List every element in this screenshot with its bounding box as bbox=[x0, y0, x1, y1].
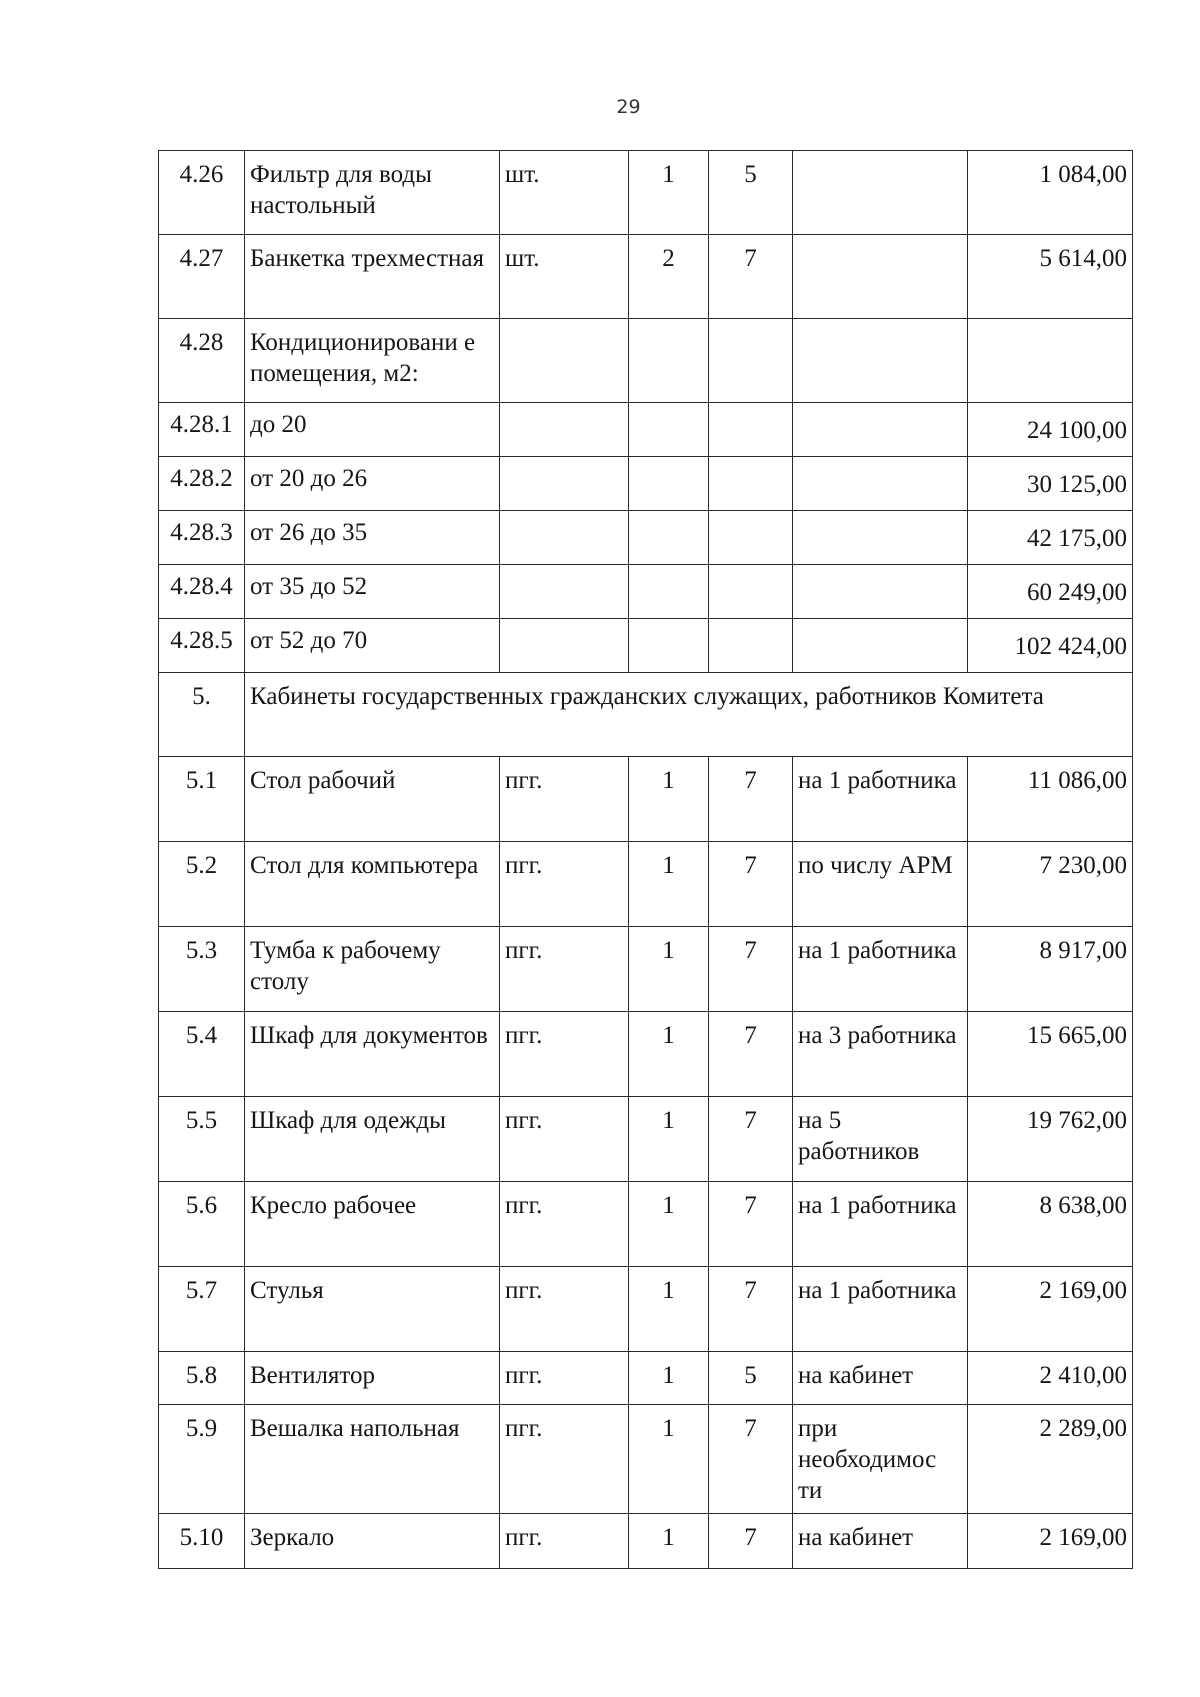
item-quantity bbox=[629, 619, 709, 673]
item-quantity: 1 bbox=[629, 1267, 709, 1352]
item-service-life bbox=[709, 511, 793, 565]
item-service-life bbox=[709, 457, 793, 511]
item-unit bbox=[500, 457, 629, 511]
item-number: 4.28.2 bbox=[159, 457, 245, 511]
item-note: по числу АРМ bbox=[793, 842, 968, 927]
item-number: 5.8 bbox=[159, 1352, 245, 1405]
item-unit: пгг. bbox=[500, 1267, 629, 1352]
item-number: 4.28.4 bbox=[159, 565, 245, 619]
item-service-life bbox=[709, 319, 793, 403]
item-name: Кресло рабочее bbox=[245, 1182, 500, 1267]
item-name: Фильтр для воды настольный bbox=[245, 151, 500, 235]
item-unit: пгг. bbox=[500, 927, 629, 1012]
item-quantity: 1 bbox=[629, 151, 709, 235]
item-note bbox=[793, 619, 968, 673]
table-row bbox=[159, 1352, 1133, 1405]
item-price: 8 638,00 bbox=[968, 1182, 1133, 1267]
item-number: 5.9 bbox=[159, 1405, 245, 1514]
item-note bbox=[793, 151, 968, 235]
item-quantity bbox=[629, 403, 709, 457]
item-number: 4.28 bbox=[159, 319, 245, 403]
item-number: 5.6 bbox=[159, 1182, 245, 1267]
item-service-life: 7 bbox=[709, 927, 793, 1012]
item-price: 19 762,00 bbox=[968, 1097, 1133, 1182]
item-note bbox=[793, 565, 968, 619]
item-quantity: 1 bbox=[629, 1352, 709, 1405]
section-title: Кабинеты государственных гражданских служащих, работников Комитета bbox=[245, 673, 1133, 757]
item-name: Зеркало bbox=[245, 1514, 500, 1569]
item-unit bbox=[500, 403, 629, 457]
item-service-life: 7 bbox=[709, 235, 793, 319]
item-number: 5.3 bbox=[159, 927, 245, 1012]
section-number: 5. bbox=[159, 673, 245, 757]
item-note bbox=[793, 235, 968, 319]
page-number: 29 bbox=[616, 96, 641, 118]
table-row bbox=[159, 842, 1133, 927]
item-note: на 1 работника bbox=[793, 1182, 968, 1267]
item-note bbox=[793, 319, 968, 403]
item-service-life bbox=[709, 565, 793, 619]
item-number: 5.10 bbox=[159, 1514, 245, 1569]
table-row bbox=[159, 1097, 1133, 1182]
item-quantity: 1 bbox=[629, 842, 709, 927]
item-number: 4.26 bbox=[159, 151, 245, 235]
item-name: Тумба к рабочему столу bbox=[245, 927, 500, 1012]
item-note: на 5 работников bbox=[793, 1097, 968, 1182]
item-quantity: 1 bbox=[629, 1514, 709, 1569]
table-row bbox=[159, 319, 1133, 403]
item-note: на 1 работника bbox=[793, 757, 968, 842]
item-unit: пгг. bbox=[500, 1405, 629, 1514]
item-quantity: 1 bbox=[629, 1012, 709, 1097]
table-row bbox=[159, 1182, 1133, 1267]
table-row bbox=[159, 457, 1133, 511]
table-row bbox=[159, 151, 1133, 235]
item-unit: пгг. bbox=[500, 1097, 629, 1182]
item-unit: пгг. bbox=[500, 1514, 629, 1569]
table-row bbox=[159, 235, 1133, 319]
item-price: 24 100,00 bbox=[968, 403, 1133, 457]
item-note: на 3 работника bbox=[793, 1012, 968, 1097]
item-name: до 20 bbox=[245, 403, 500, 457]
table-row bbox=[159, 565, 1133, 619]
item-name: Стулья bbox=[245, 1267, 500, 1352]
item-quantity: 1 bbox=[629, 1097, 709, 1182]
item-price: 60 249,00 bbox=[968, 565, 1133, 619]
table-row bbox=[159, 927, 1133, 1012]
item-name: Шкаф для одежды bbox=[245, 1097, 500, 1182]
item-quantity bbox=[629, 457, 709, 511]
item-service-life: 7 bbox=[709, 1514, 793, 1569]
item-price: 1 084,00 bbox=[968, 151, 1133, 235]
item-unit: пгг. bbox=[500, 1352, 629, 1405]
item-unit: пгг. bbox=[500, 757, 629, 842]
item-note bbox=[793, 457, 968, 511]
item-note: при необходимос ти bbox=[793, 1405, 968, 1514]
item-price: 42 175,00 bbox=[968, 511, 1133, 565]
item-number: 5.4 bbox=[159, 1012, 245, 1097]
item-name: Стол для компьютера bbox=[245, 842, 500, 927]
item-service-life: 7 bbox=[709, 1097, 793, 1182]
item-price bbox=[968, 319, 1133, 403]
item-name: от 35 до 52 bbox=[245, 565, 500, 619]
item-number: 4.27 bbox=[159, 235, 245, 319]
section-header-row bbox=[159, 673, 1133, 757]
item-number: 4.28.1 bbox=[159, 403, 245, 457]
item-service-life: 7 bbox=[709, 1267, 793, 1352]
table-row bbox=[159, 403, 1133, 457]
item-unit bbox=[500, 511, 629, 565]
item-service-life: 7 bbox=[709, 1405, 793, 1514]
table-row bbox=[159, 511, 1133, 565]
item-service-life: 7 bbox=[709, 1012, 793, 1097]
item-name: от 52 до 70 bbox=[245, 619, 500, 673]
item-unit: пгг. bbox=[500, 842, 629, 927]
item-unit: шт. bbox=[500, 235, 629, 319]
item-service-life: 5 bbox=[709, 1352, 793, 1405]
item-name: от 20 до 26 bbox=[245, 457, 500, 511]
norms-table bbox=[158, 150, 1133, 1569]
item-note: на 1 работника bbox=[793, 927, 968, 1012]
item-unit bbox=[500, 619, 629, 673]
table-row bbox=[159, 757, 1133, 842]
item-quantity bbox=[629, 319, 709, 403]
item-price: 2 169,00 bbox=[968, 1267, 1133, 1352]
item-price: 15 665,00 bbox=[968, 1012, 1133, 1097]
item-quantity bbox=[629, 511, 709, 565]
item-price: 2 410,00 bbox=[968, 1352, 1133, 1405]
item-price: 7 230,00 bbox=[968, 842, 1133, 927]
item-number: 4.28.3 bbox=[159, 511, 245, 565]
item-note: на кабинет bbox=[793, 1514, 968, 1569]
table-row bbox=[159, 1405, 1133, 1514]
item-name: Вентилятор bbox=[245, 1352, 500, 1405]
item-unit bbox=[500, 565, 629, 619]
item-service-life: 5 bbox=[709, 151, 793, 235]
item-number: 4.28.5 bbox=[159, 619, 245, 673]
item-unit: шт. bbox=[500, 151, 629, 235]
item-service-life: 7 bbox=[709, 1182, 793, 1267]
item-note bbox=[793, 403, 968, 457]
item-name: Стол рабочий bbox=[245, 757, 500, 842]
item-name: от 26 до 35 bbox=[245, 511, 500, 565]
item-name: Банкетка трехместная bbox=[245, 235, 500, 319]
item-name: Кондиционировани е помещения, м2: bbox=[245, 319, 500, 403]
item-quantity: 1 bbox=[629, 927, 709, 1012]
item-number: 5.5 bbox=[159, 1097, 245, 1182]
item-unit bbox=[500, 319, 629, 403]
item-name: Шкаф для документов bbox=[245, 1012, 500, 1097]
item-quantity: 1 bbox=[629, 1182, 709, 1267]
item-service-life: 7 bbox=[709, 757, 793, 842]
item-service-life bbox=[709, 403, 793, 457]
table-body bbox=[159, 151, 1133, 1569]
item-price: 2 289,00 bbox=[968, 1405, 1133, 1514]
item-name: Вешалка напольная bbox=[245, 1405, 500, 1514]
item-price: 2 169,00 bbox=[968, 1514, 1133, 1569]
item-quantity: 1 bbox=[629, 757, 709, 842]
table-row bbox=[159, 1012, 1133, 1097]
item-unit: пгг. bbox=[500, 1012, 629, 1097]
item-quantity bbox=[629, 565, 709, 619]
item-price: 8 917,00 bbox=[968, 927, 1133, 1012]
item-quantity: 2 bbox=[629, 235, 709, 319]
item-quantity: 1 bbox=[629, 1405, 709, 1514]
item-price: 5 614,00 bbox=[968, 235, 1133, 319]
item-service-life: 7 bbox=[709, 842, 793, 927]
item-note: на 1 работника bbox=[793, 1267, 968, 1352]
table-row bbox=[159, 619, 1133, 673]
item-number: 5.7 bbox=[159, 1267, 245, 1352]
item-note bbox=[793, 511, 968, 565]
item-price: 30 125,00 bbox=[968, 457, 1133, 511]
table-row bbox=[159, 1514, 1133, 1569]
item-service-life bbox=[709, 619, 793, 673]
item-number: 5.1 bbox=[159, 757, 245, 842]
item-note: на кабинет bbox=[793, 1352, 968, 1405]
item-price: 11 086,00 bbox=[968, 757, 1133, 842]
table-row bbox=[159, 1267, 1133, 1352]
item-unit: пгг. bbox=[500, 1182, 629, 1267]
item-price: 102 424,00 bbox=[968, 619, 1133, 673]
item-number: 5.2 bbox=[159, 842, 245, 927]
